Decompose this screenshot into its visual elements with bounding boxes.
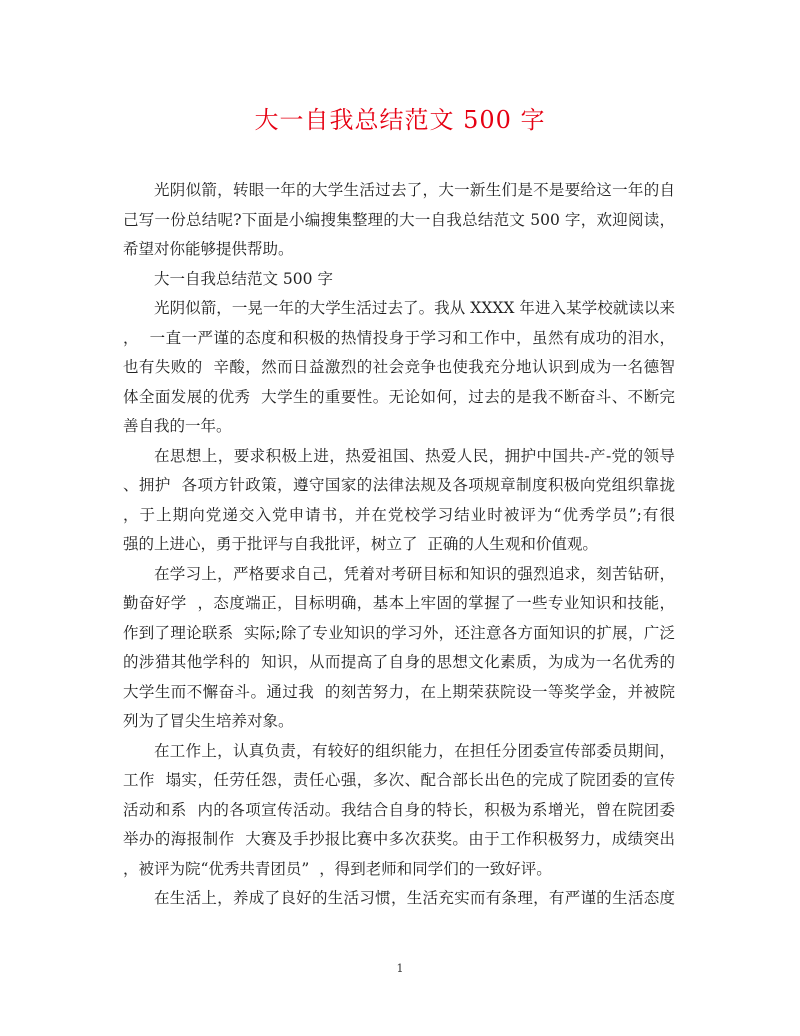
document-title: 大一自我总结范文 500 字 [254,106,546,134]
text-line: ，于上期向党递交入党申请书，并在党校学习结业时被评为“优秀学员”;有很 [123,505,675,524]
text-line: 光阴似箭，一晃一年的大学生活过去了。我从 XXXX 年进入某学校就读以来 [154,299,675,317]
text-line: 己写一份总结呢?下面是小编搜集整理的大一自我总结范文 500 字，欢迎阅读， [123,210,675,229]
text-line: 列为了冒尖生培养对象。 [123,712,294,730]
text-line: 工作 塌实，任劳任怨，责任心强，多次、配合部长出色的完成了院团委的宣传 [123,771,675,789]
document-body [123,176,675,914]
text-line: 在学习上，严格要求自己，凭着对考研目标和知识的强烈追求，刻苦钻研， [154,564,675,583]
text-line: 在工作上，认真负责，有较好的组织能力，在担任分团委宣传部委员期间， [154,741,675,760]
text-line: 也有失败的 辛酸，然而日益激烈的社会竞争也使我充分地认识到成为一名德智 [123,358,675,376]
text-line: 在生活上，养成了良好的生活习惯，生活充实而有条理，有严谨的生活态度 [154,889,675,907]
text-line: 大学生而不懈奋斗。通过我 的刻苦努力，在上期荣获院设一等奖学金，并被院 [123,682,675,701]
text-line: 的涉猎其他学科的 知识，从而提高了自身的思想文化素质，为成为一名优秀的 [123,653,675,671]
text-line: 在思想上，要求积极上进，热爱祖国、热爱人民，拥护中国共-产-党的领导 [154,446,675,465]
text-line: 体全面发展的优秀 大学生的重要性。无论如何，过去的是我不断奋斗、不断完 [123,387,675,406]
text-line: 善自我的一年。 [123,417,232,435]
text-line: ，被评为院“优秀共青团员” ，得到老师和同学们的一致好评。 [123,859,552,878]
text-line: 勤奋好学 ，态度端正，目标明确，基本上牢固的掌握了一些专业知识和技能， [123,594,675,612]
page-number: 1 [396,962,404,975]
text-line: 希望对你能够提供帮助。 [123,240,294,258]
text-line: 作到了理论联系 实际;除了专业知识的学习外，还注意各方面知识的扩展，广泛 [123,623,675,642]
text-line: 光阴似箭，转眼一年的大学生活过去了，大一新生们是不是要给这一年的自 [154,181,675,199]
text-line: ， 一直一严谨的态度和积极的热情投身于学习和工作中，虽然有成功的泪水， [123,328,675,347]
text-line: 活动和系 内的各项宣传活动。我结合自身的特长，积极为系增光，曾在院团委 [123,800,675,819]
text-line: 、拥护 各项方针政策，遵守国家的法律法规及各项规章制度积极向党组织靠拢 [123,476,675,494]
section-subtitle: 大一自我总结范文 500 字 [154,269,333,288]
text-line: 举办的海报制作 大赛及手抄报比赛中多次获奖。由于工作积极努力，成绩突出 [123,830,675,848]
text-line: 强的上进心，勇于批评与自我批评，树立了 正确的人生观和价值观。 [123,535,598,553]
